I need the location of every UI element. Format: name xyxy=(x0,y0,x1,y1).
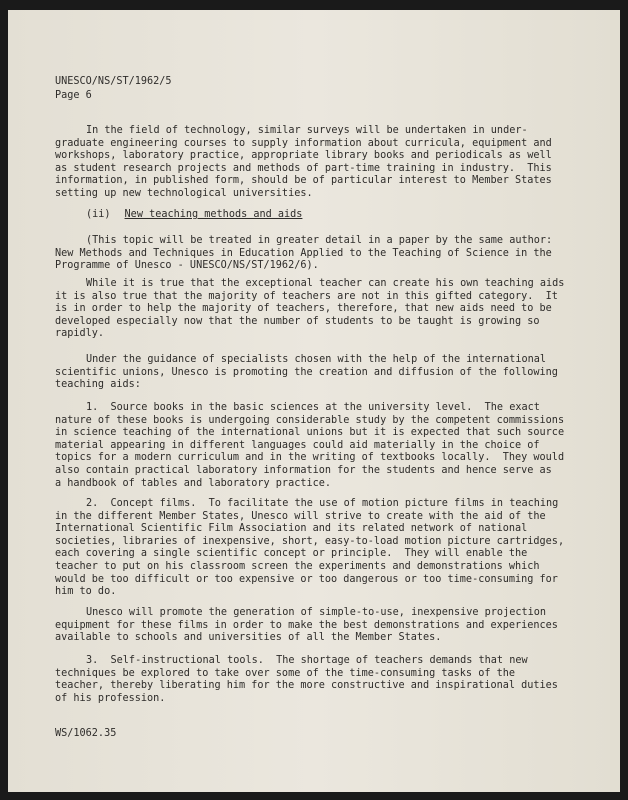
text-line: workshops, laboratory practice, appropriate library books and periodicals as well xyxy=(55,150,552,162)
text-line: teacher, thereby liberating him for the more constructive and inspirational duties xyxy=(55,680,558,692)
text-line: 2. Concept films. To facilitate the use of motion picture films in teaching xyxy=(86,498,559,509)
item-self-instructional-tools xyxy=(55,655,558,705)
text-line: Under the guidance of specialists chosen with the help of the international xyxy=(86,354,547,365)
text-line: topics for a modern curriculum and in the writing of textbooks locally. They would xyxy=(55,452,565,464)
document-page xyxy=(8,10,620,792)
text-line: of his profession. xyxy=(55,692,166,704)
text-line: would be too difficult or too expensive or too dangerous or too time-consuming for xyxy=(55,573,558,585)
text-line: (This topic will be treated in greater detail in a paper by the same author: xyxy=(86,235,553,246)
text-line: graduate engineering courses to supply information about curricula, equipment and xyxy=(55,137,552,149)
document-reference: UNESCO/NS/ST/1962/5 xyxy=(55,76,172,87)
footer-code: WS/1062.35 xyxy=(55,728,117,739)
text-line: in the different Member States, Unesco will strive to create with the aid of the xyxy=(55,510,546,522)
paragraph-technology xyxy=(55,125,552,201)
section-number: (ii) xyxy=(86,209,111,220)
text-line: each covering a single scientific concept or principle. They will enable the xyxy=(55,548,528,560)
paragraph-guidance xyxy=(55,354,558,392)
text-line: In the field of technology, similar surveys will be undertaken in under- xyxy=(86,125,528,136)
paragraph-topic-note xyxy=(55,235,552,273)
text-line: nature of these books is undergoing considerable study by the competent commissions xyxy=(55,414,565,426)
text-line: techniques be explored to take over some of the time-consuming tasks of the xyxy=(55,667,516,679)
text-line: also contain practical laboratory information for the students and hence serve as xyxy=(55,464,552,476)
text-line: teaching aids: xyxy=(55,379,141,391)
text-line: Unesco will promote the generation of simple-to-use, inexpensive projection xyxy=(86,607,547,618)
text-line: is in order to help the majority of teachers, therefore, that new aids need to be xyxy=(55,303,552,315)
text-line: New Methods and Techniques in Education Applied to the Teaching of Science in the xyxy=(55,247,552,259)
section-heading xyxy=(55,209,302,222)
text-line: societies, libraries of inexpensive, short, easy-to-load motion picture cartridges, xyxy=(55,535,565,547)
paragraph-projection-equipment xyxy=(55,607,558,645)
text-line: Programme of Unesco - UNESCO/NS/ST/1962/6). xyxy=(55,260,319,272)
paragraph-exceptional-teacher xyxy=(55,278,564,341)
text-line: equipment for these films in order to make the best demonstrations and experiences xyxy=(55,619,558,631)
text-line: information, in published form, should be of particular interest to Member States xyxy=(55,175,552,187)
text-line: 1. Source books in the basic sciences at the university level. The exact xyxy=(86,402,540,413)
text-line: teacher to put on his classroom screen the experiments and demonstrations which xyxy=(55,560,540,572)
text-line: available to schools and universities of all the Member States. xyxy=(55,632,442,644)
document-header xyxy=(55,76,172,102)
item-concept-films xyxy=(55,498,564,599)
text-line: in science teaching of the international unions but it is expected that such source xyxy=(55,427,565,439)
text-line: While it is true that the exceptional teacher can create his own teaching aids xyxy=(86,278,565,289)
text-line: scientific unions, Unesco is promoting the creation and diffusion of the following xyxy=(55,366,558,378)
page-number: Page 6 xyxy=(55,89,92,101)
section-title: New teaching methods and aids xyxy=(124,209,303,220)
text-line: 3. Self-instructional tools. The shortage of teachers demands that new xyxy=(86,655,528,666)
text-line: developed especially now that the number of students to be taught is growing so xyxy=(55,315,540,327)
text-line: a handbook of tables and laboratory practice. xyxy=(55,477,332,489)
text-line: it is also true that the majority of teachers are not in this gifted category. It xyxy=(55,290,558,302)
text-line: material appearing in different languages could aid materially in the choice of xyxy=(55,439,540,451)
item-source-books xyxy=(55,402,564,490)
text-line: setting up new technological universities. xyxy=(55,187,313,199)
text-line: as student research projects and methods of part-time training in industry. This xyxy=(55,162,552,174)
text-line: rapidly. xyxy=(55,328,105,340)
text-line: him to do. xyxy=(55,586,117,598)
text-line: International Scientific Film Association and its related network of national xyxy=(55,523,528,535)
